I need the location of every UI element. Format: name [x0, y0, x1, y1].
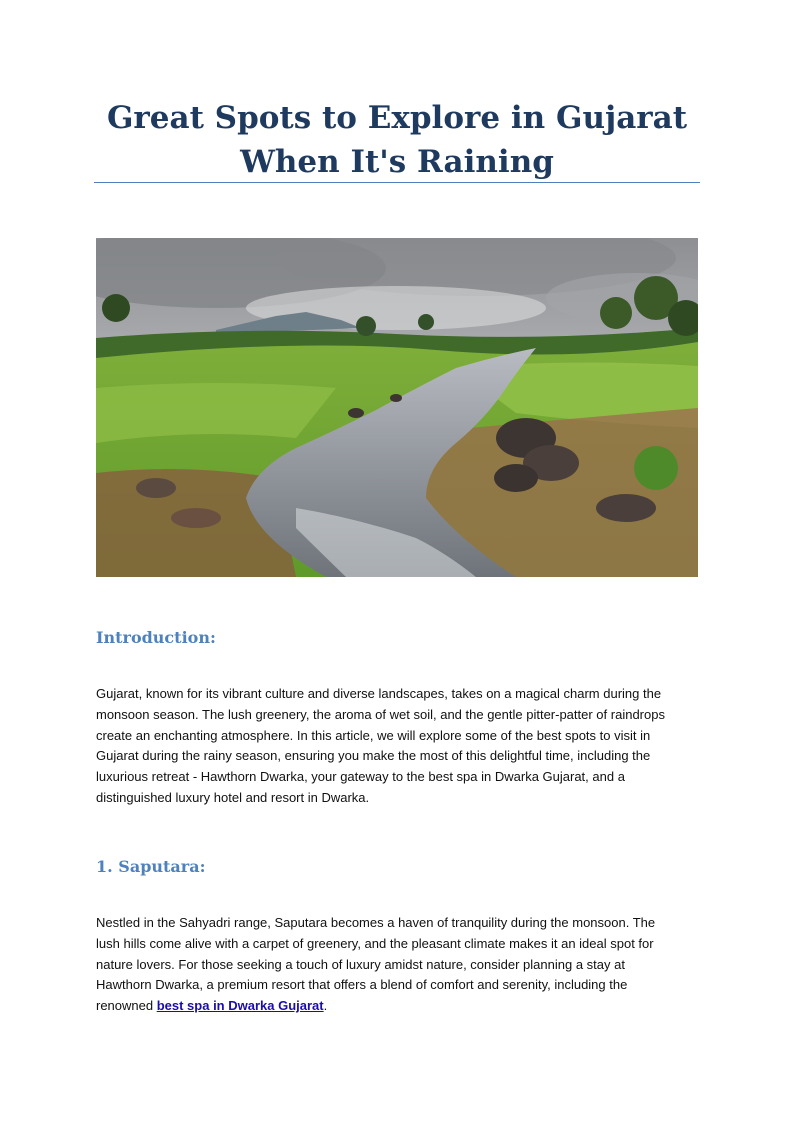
saputara-line-3: nature lovers. For those seeking a touch of luxury amidst nature, consider planning a stay at	[96, 956, 625, 972]
saputara-line-2: lush hills come alive with a carpet of greenery, and the pleasant climate makes it an ideal spot for	[96, 935, 654, 951]
introduction-line-2: monsoon season. The lush greenery, the aroma of wet soil, and the gentle pitter-patter of raindrops	[96, 706, 665, 722]
introduction-line-5: luxurious retreat - Hawthorn Dwarka, your gateway to the best spa in Dwarka Gujarat, and a	[96, 769, 625, 785]
saputara-line-1: Nestled in the Sahyadri range, Saputara becomes a haven of tranquility during the monsoon. The	[96, 915, 656, 930]
page-title	[94, 96, 700, 184]
introduction-line-4: Gujarat during the rainy season, ensuring you make the most of this delightful time, including the	[96, 748, 651, 764]
best-spa-link[interactable]: best spa in Dwarka Gujarat	[156, 998, 324, 1014]
introduction-line-3: create an enchanting atmosphere. In this article, we will explore some of the best spots to visit in	[96, 727, 651, 743]
saputara-line-5	[96, 996, 700, 1017]
saputara-line-5-suffix: .	[323, 998, 328, 1014]
saputara-line-4: Hawthorn Dwarka, a premium resort that offers a blend of comfort and serenity, including the	[96, 977, 628, 993]
saputara-heading: 1. Saputara:	[96, 857, 206, 876]
saputara-paragraph	[96, 913, 700, 1017]
page-title-line-1: Great Spots to Explore in Gujarat	[106, 100, 688, 136]
introduction-line-6: distinguished luxury hotel and resort in Dwarka.	[96, 789, 370, 805]
introduction-line-1: Gujarat, known for its vibrant culture and diverse landscapes, takes on a magical charm during the	[96, 686, 662, 701]
page-title-line-2: When It's Raining	[240, 144, 554, 180]
landscape-illustration	[96, 238, 698, 577]
title-underline	[94, 182, 700, 183]
saputara-line-5-prefix: renowned	[96, 998, 157, 1014]
introduction-paragraph	[96, 684, 700, 809]
introduction-heading: Introduction:	[96, 628, 216, 647]
hero-image	[96, 238, 698, 577]
